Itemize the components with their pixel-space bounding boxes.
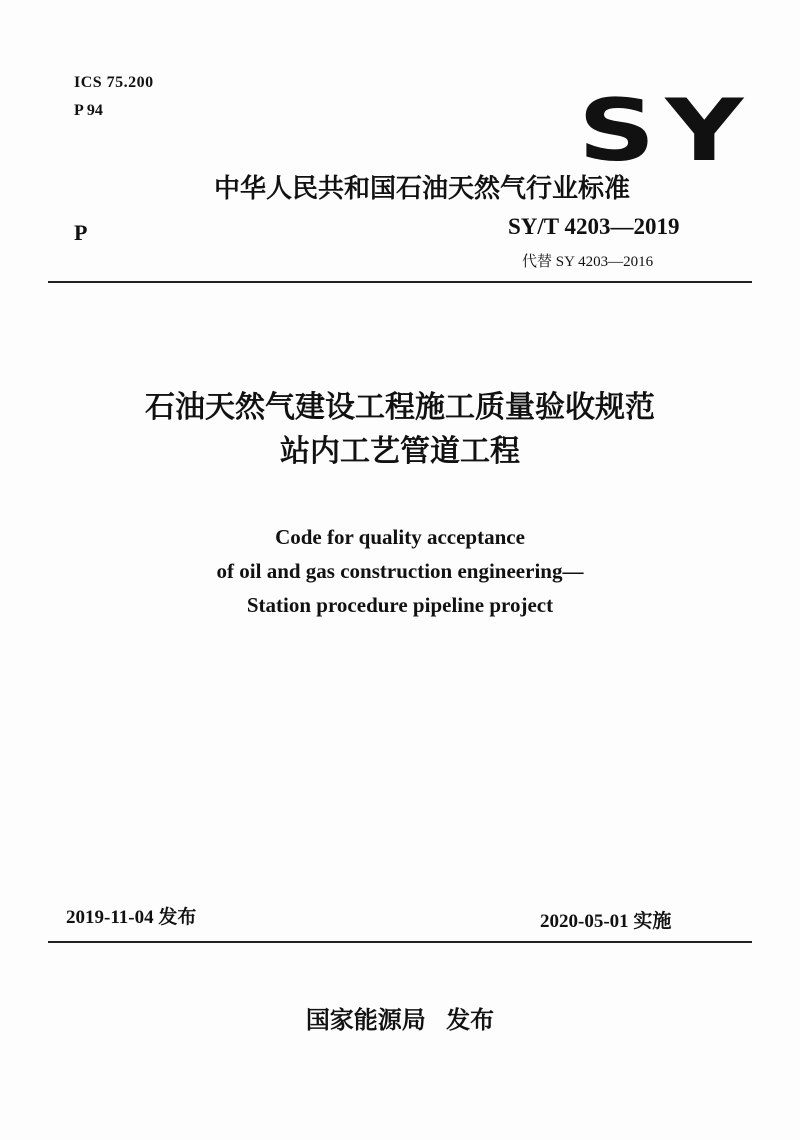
title-en-line-1: Code for quality acceptance	[275, 525, 525, 549]
title-en-line-2: of oil and gas construction engineering—	[216, 559, 584, 583]
classification-code: P 94	[74, 102, 103, 119]
footer-divider	[48, 941, 752, 943]
publish-date: 2019-11-04 发布	[66, 907, 197, 928]
ics-code: ICS 75.200	[74, 74, 154, 91]
issuing-authority: 国家能源局 发布	[305, 1006, 495, 1034]
implementation-date: 2020-05-01 实施	[540, 911, 672, 932]
title-en-line-3: Station procedure pipeline project	[246, 593, 554, 617]
standard-number: SY/T 4203—2019	[508, 214, 680, 239]
header-divider	[48, 281, 752, 283]
title-cn-line-1: 石油天然气建设工程施工质量验收规范	[145, 390, 655, 425]
category-mark: P	[74, 220, 88, 245]
title-cn-line-2: 站内工艺管道工程	[280, 434, 520, 469]
title-english	[0, 520, 800, 622]
title-chinese	[0, 386, 800, 474]
replaces-standard: 代替 SY 4203—2016	[522, 254, 654, 270]
sy-logo: SY	[578, 81, 754, 181]
industry-standard-heading: 中华人民共和国石油天然气行业标准	[214, 174, 631, 204]
